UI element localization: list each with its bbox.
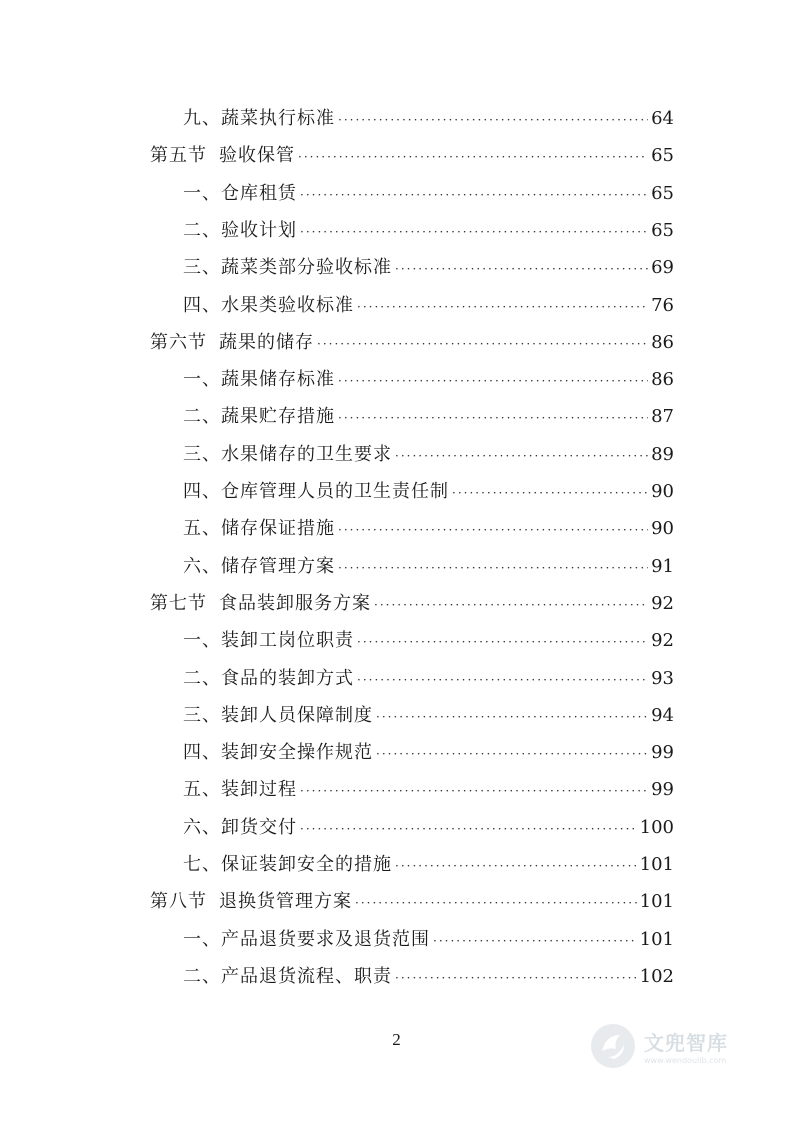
toc-entry-label: 四、水果类验收标准 bbox=[183, 294, 354, 316]
toc-entry-page: 90 bbox=[651, 518, 674, 540]
toc-entry[interactable] bbox=[183, 814, 674, 842]
toc-dot-leader bbox=[395, 255, 648, 283]
toc-entry[interactable] bbox=[150, 590, 674, 618]
toc-entry-label: 九、蔬菜执行标准 bbox=[183, 108, 335, 129]
toc-section-number: 第六节 bbox=[150, 331, 207, 353]
toc-entry-page: 101 bbox=[639, 928, 674, 950]
toc-entry-page: 64 bbox=[651, 108, 674, 129]
toc-entry-page: 99 bbox=[651, 779, 674, 801]
toc-entry-label: 四、装卸安全操作规范 bbox=[183, 742, 373, 764]
toc-entry-label: 三、蔬菜类部分验收标准 bbox=[183, 257, 392, 279]
toc-entry-label: 二、验收计划 bbox=[183, 219, 297, 241]
toc-entry-label: 一、装卸工岗位职责 bbox=[183, 630, 354, 652]
toc-entry-label: 五、装卸过程 bbox=[183, 779, 297, 801]
toc-entry-label: 三、装卸人员保障制度 bbox=[183, 704, 373, 726]
toc-entry[interactable] bbox=[183, 366, 674, 394]
watermark-name: 文兜智库 bbox=[644, 1031, 728, 1055]
toc-entry-page: 86 bbox=[651, 331, 674, 353]
watermark-logo-icon bbox=[588, 1021, 638, 1071]
toc-entry-page: 91 bbox=[651, 555, 674, 577]
toc-dot-leader bbox=[376, 703, 648, 731]
toc-entry-label: 一、蔬果储存标准 bbox=[183, 369, 335, 391]
toc-entry-label: 食品装卸服务方案 bbox=[219, 592, 371, 614]
toc-dot-leader bbox=[452, 479, 648, 507]
toc-dot-leader bbox=[374, 591, 648, 619]
toc-entry-page: 65 bbox=[651, 145, 674, 167]
toc-entry[interactable] bbox=[183, 963, 674, 991]
toc-entry-page: 86 bbox=[651, 369, 674, 391]
toc-entry-label: 七、保证装卸安全的措施 bbox=[183, 854, 392, 875]
toc-entry-label: 六、储存管理方案 bbox=[183, 555, 335, 577]
toc-entry-label: 蔬果的储存 bbox=[219, 331, 314, 353]
toc-entry-page: 87 bbox=[651, 406, 674, 428]
toc-entry[interactable] bbox=[183, 926, 674, 954]
toc-entry[interactable] bbox=[183, 217, 674, 245]
toc-section-number: 第七节 bbox=[150, 592, 207, 614]
toc-dot-leader bbox=[395, 852, 637, 880]
toc-entry[interactable] bbox=[150, 329, 674, 357]
toc-entry-label: 三、水果储存的卫生要求 bbox=[183, 443, 392, 465]
toc-entry-page: 99 bbox=[651, 742, 674, 764]
toc-dot-leader bbox=[300, 218, 648, 246]
toc-dot-leader bbox=[357, 628, 648, 656]
toc-entry[interactable] bbox=[183, 105, 674, 133]
toc-entry-page: 101 bbox=[639, 854, 674, 875]
toc-entry[interactable] bbox=[183, 702, 674, 730]
toc-entry-label: 验收保管 bbox=[219, 145, 295, 167]
toc-dot-leader bbox=[376, 740, 648, 768]
toc-entry[interactable] bbox=[183, 254, 674, 282]
toc-entry[interactable] bbox=[150, 142, 674, 170]
toc-entry-label: 六、卸货交付 bbox=[183, 816, 297, 838]
toc-entry-page: 69 bbox=[651, 257, 674, 279]
toc-dot-leader bbox=[338, 367, 648, 395]
toc-entry-label: 二、产品退货流程、职责 bbox=[183, 965, 392, 987]
toc-entry[interactable] bbox=[183, 776, 674, 804]
toc-entry-page: 93 bbox=[651, 667, 674, 689]
toc-entry[interactable] bbox=[183, 478, 674, 506]
toc-entry[interactable] bbox=[183, 292, 674, 320]
toc-entry-label: 二、蔬果贮存措施 bbox=[183, 406, 335, 428]
toc-dot-leader bbox=[300, 181, 648, 209]
toc-dot-leader bbox=[357, 666, 648, 694]
toc-dot-leader bbox=[355, 889, 637, 917]
toc-entry[interactable] bbox=[183, 739, 674, 767]
toc-entry-label: 一、仓库租赁 bbox=[183, 182, 297, 204]
toc-entry-page: 94 bbox=[651, 704, 674, 726]
toc-entry[interactable] bbox=[183, 665, 674, 693]
toc-dot-leader bbox=[300, 777, 648, 805]
toc-entry-page: 89 bbox=[651, 443, 674, 465]
toc-entry-page: 76 bbox=[651, 294, 674, 316]
toc-dot-leader bbox=[395, 442, 648, 470]
toc-entry[interactable] bbox=[183, 553, 674, 581]
toc-entry[interactable] bbox=[183, 403, 674, 431]
toc-entry-label: 一、产品退货要求及退货范围 bbox=[183, 928, 430, 950]
toc-entry-page: 65 bbox=[651, 219, 674, 241]
toc-dot-leader bbox=[433, 927, 637, 955]
toc-dot-leader bbox=[338, 106, 648, 134]
toc-entry[interactable] bbox=[183, 515, 674, 543]
page-number: 2 bbox=[392, 1030, 401, 1049]
toc-dot-leader bbox=[317, 330, 648, 358]
toc-entry-page: 65 bbox=[651, 182, 674, 204]
watermark bbox=[588, 1018, 758, 1074]
toc-entry[interactable] bbox=[183, 180, 674, 208]
toc-entry-label: 五、储存保证措施 bbox=[183, 518, 335, 540]
toc-entry[interactable] bbox=[183, 627, 674, 655]
watermark-url: www.wendoulib.com bbox=[644, 1056, 727, 1065]
toc-entry-page: 101 bbox=[639, 891, 674, 913]
toc-entry[interactable] bbox=[150, 888, 674, 916]
toc-dot-leader bbox=[298, 143, 648, 171]
toc-entry-label: 四、仓库管理人员的卫生责任制 bbox=[183, 481, 449, 502]
toc-entry-page: 100 bbox=[639, 816, 674, 838]
toc-dot-leader bbox=[338, 554, 648, 582]
toc-entry-label: 退换货管理方案 bbox=[219, 891, 352, 913]
toc-entry-label: 二、食品的装卸方式 bbox=[183, 667, 354, 689]
toc-entry-page: 92 bbox=[651, 592, 674, 614]
toc-entry-page: 90 bbox=[651, 481, 674, 502]
toc-entry[interactable] bbox=[183, 441, 674, 469]
toc-section-number: 第五节 bbox=[150, 145, 207, 167]
toc-dot-leader bbox=[395, 964, 637, 992]
toc-entry-page: 92 bbox=[651, 630, 674, 652]
toc-entry-page: 102 bbox=[639, 965, 674, 987]
toc-section-number: 第八节 bbox=[150, 891, 207, 913]
toc-dot-leader bbox=[357, 293, 648, 321]
toc-dot-leader bbox=[338, 516, 648, 544]
toc-dot-leader bbox=[300, 815, 637, 843]
toc-dot-leader bbox=[338, 404, 648, 432]
toc-entry[interactable] bbox=[183, 851, 674, 879]
